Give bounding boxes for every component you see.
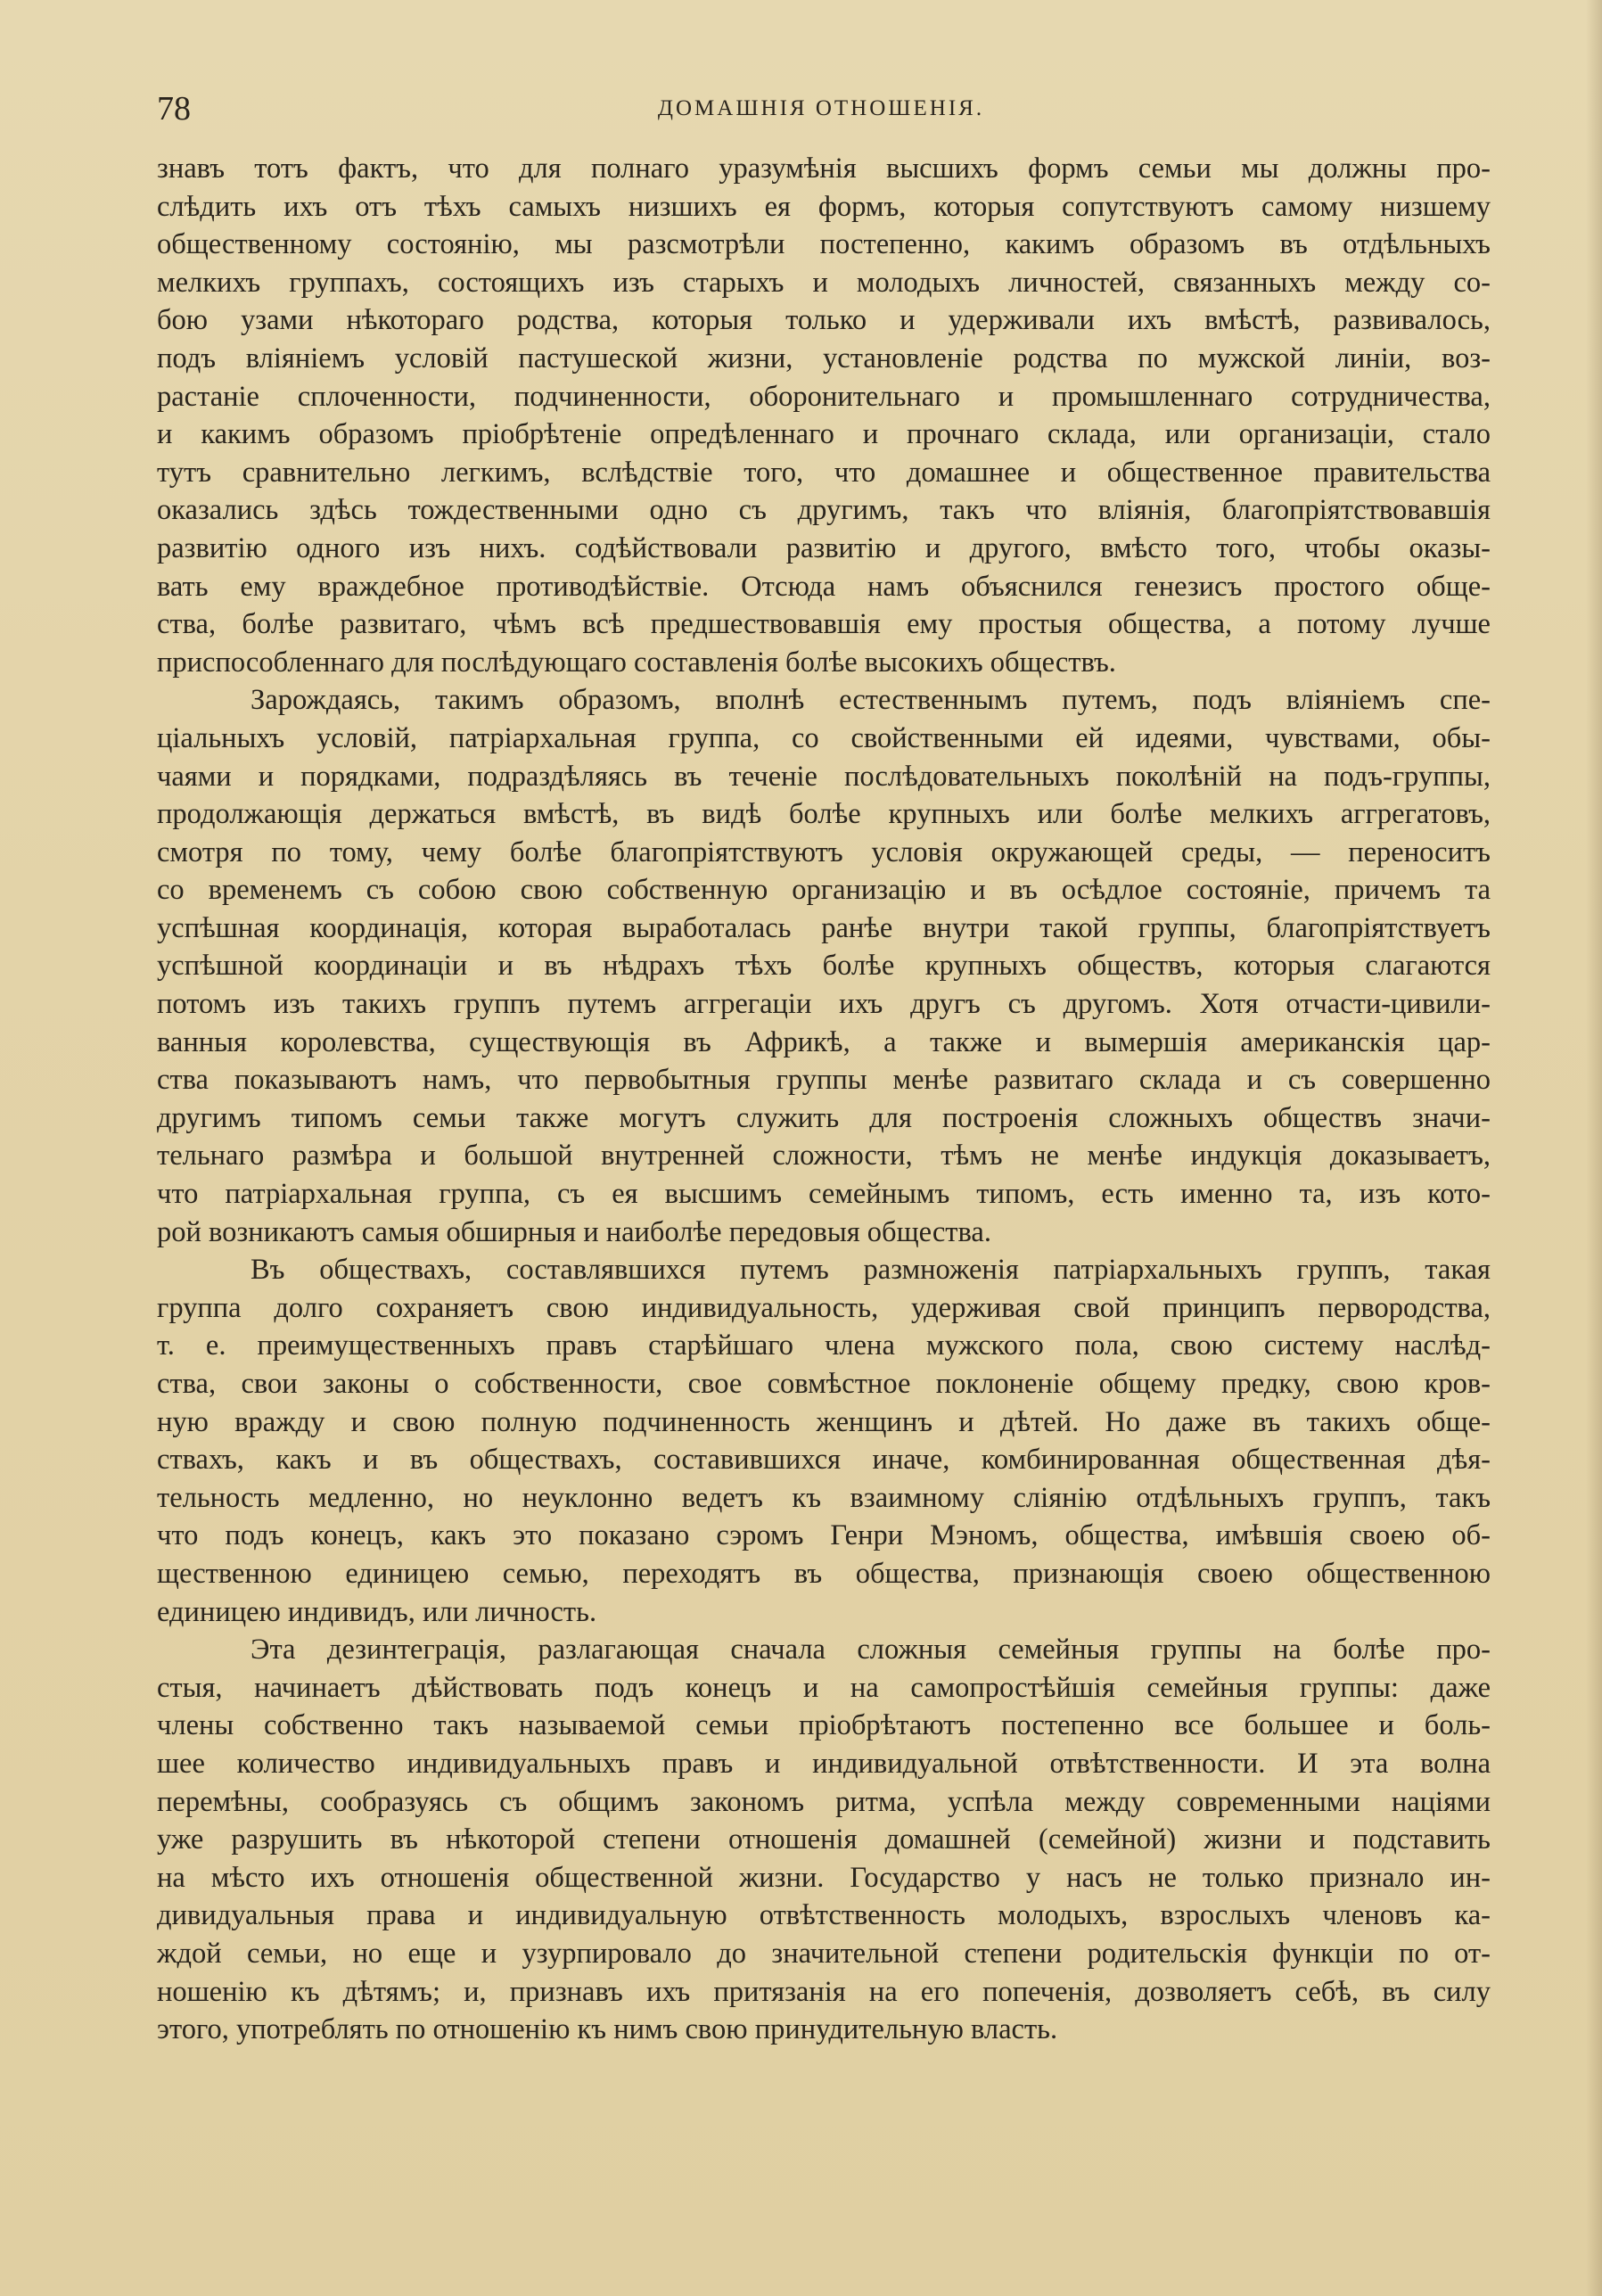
text-line: со временемъ съ собою свою собственную организацію и въ осѣдлое состояніе, причемъ та	[157, 874, 1491, 907]
text-line: приспособленнаго для послѣдующаго составленія болѣе высокихъ обществъ.	[157, 646, 1116, 679]
body-text	[157, 150, 1491, 2049]
page-header	[157, 82, 1485, 136]
text-line: чаями и порядками, подраздѣляясь въ теченіе послѣдовательныхъ поколѣній на подъ-группы,	[157, 760, 1491, 793]
text-line: продолжающія держаться вмѣстѣ, въ видѣ болѣе крупныхъ или болѣе мелкихъ аггрегатовъ,	[157, 798, 1491, 831]
text-line: мелкихъ группахъ, состоящихъ изъ старыхъ и молодыхъ личностей, связанныхъ между со-	[157, 266, 1491, 299]
text-line: смотря по тому, чему болѣе благопріятствуютъ условія окружающей среды, — переноситъ	[157, 835, 1491, 868]
text-line: что подъ конецъ, какъ это показано сэромъ Генри Мэномъ, общества, имѣвшія своею об-	[157, 1519, 1491, 1552]
text-line: уже разрушить въ нѣкоторой степени отношенія домашней (семейной) жизни и подставить	[157, 1823, 1491, 1856]
text-line: Эта дезинтеграція, разлагающая сначала сложныя семейныя группы на болѣе про-	[251, 1634, 1491, 1666]
text-line: на мѣсто ихъ отношенія общественной жизни. Государство у насъ не только признало ин-	[157, 1861, 1491, 1894]
paragraph	[157, 1251, 1491, 1631]
text-line: потомъ изъ такихъ группъ путемъ аггрегаціи ихъ другъ съ другомъ. Хотя отчасти-цивили-	[157, 988, 1491, 1021]
text-line: шее количество индивидуальныхъ правъ и индивидуальной отвѣтственности. И эта волна	[157, 1747, 1491, 1780]
text-line: успѣшная координація, которая выработалась ранѣе внутри такой группы, благопріятствуетъ	[157, 911, 1491, 944]
text-line: тельность медленно, но неуклонно ведетъ къ взаимному сліянію отдѣльныхъ группъ, такъ	[157, 1481, 1491, 1514]
text-line: общественному состоянію, мы разсмотрѣли постепенно, какимъ образомъ въ отдѣльныхъ	[157, 228, 1491, 261]
running-title: ДОМАШНІЯ ОТНОШЕНІЯ.	[657, 96, 985, 120]
paragraph	[157, 681, 1491, 1251]
text-line: ства, свои законы о собственности, свое совмѣстное поклоненіе общему предку, свою кров-	[157, 1368, 1491, 1400]
text-line: растаніе сплоченности, подчиненности, оборонительнаго и промышленнаго сотрудничества,	[157, 380, 1491, 413]
text-line: ства показываютъ намъ, что первобытныя группы менѣе развитаго склада и съ совершенно	[157, 1064, 1491, 1097]
text-line: подъ вліяніемъ условій пастушеской жизни, установленіе родства по мужской линіи, воз-	[157, 342, 1491, 374]
text-line: ствахъ, какъ и въ обществахъ, составившихся иначе, комбинированная общественная дѣя-	[157, 1444, 1491, 1477]
text-line: перемѣны, сообразуясь съ общимъ закономъ ритма, успѣла между современными націями	[157, 1785, 1491, 1818]
text-line: ванныя королевства, существующія въ Африкѣ, а также и вымершія американскія цар-	[157, 1025, 1491, 1058]
text-line: единицею индивидъ, или личность.	[157, 1595, 597, 1628]
text-line: дивидуальныя права и индивидуальную отвѣтственность молодыхъ, взрослыхъ членовъ ка-	[157, 1899, 1491, 1932]
text-line: Въ обществахъ, составлявшихся путемъ размноженія патріархальныхъ группъ, такая	[251, 1254, 1491, 1287]
text-line: вать ему враждебное противодѣйствіе. Отсюда намъ объяснился генезисъ простого обще-	[157, 570, 1491, 603]
text-line: стыя, начинаетъ дѣйствовать подъ конецъ и на самопростѣйшія семейныя группы: даже	[157, 1671, 1491, 1704]
text-line: тельнаго размѣра и большой внутренней сложности, тѣмъ не менѣе индукція доказываетъ,	[157, 1140, 1491, 1173]
text-line: т. е. преимущественныхъ правъ старѣйшаго члена мужского пола, свою систему наслѣд-	[157, 1329, 1491, 1362]
text-line: успѣшной координаціи и въ нѣдрахъ тѣхъ болѣе крупныхъ обществъ, которыя слагаются	[157, 950, 1491, 983]
text-line: группа долго сохраняетъ свою индивидуальность, удерживая свой принципъ первородства,	[157, 1291, 1491, 1324]
text-line: щественною единицею семью, переходятъ въ общества, признающія своею общественною	[157, 1557, 1491, 1590]
text-line: рой возникаютъ самыя обширныя и наиболѣе передовыя общества.	[157, 1215, 991, 1248]
paragraph	[157, 1631, 1491, 2049]
text-line: и какимъ образомъ пріобрѣтеніе опредѣленнаго и прочнаго склада, или организаціи, стало	[157, 418, 1491, 451]
text-line: ную вражду и свою полную подчиненность женщинъ и дѣтей. Но даже въ такихъ обще-	[157, 1405, 1491, 1438]
text-line: ціальныхъ условій, патріархальная группа, со свойственными ей идеями, чувствами, обы-	[157, 721, 1491, 754]
text-line: слѣдить ихъ отъ тѣхъ самыхъ низшихъ ея формъ, которыя сопутствуютъ самому низшему	[157, 190, 1491, 223]
text-line: этого, употреблять по отношенію къ нимъ свою принудительную власть.	[157, 2013, 1058, 2046]
text-line: развитію одного изъ нихъ. содѣйствовали развитію и другого, вмѣсто того, чтобы оказы-	[157, 531, 1491, 564]
text-line: ства, болѣе развитаго, чѣмъ всѣ предшествовавшія ему простыя общества, а потому лучше	[157, 608, 1491, 641]
text-line: оказались здѣсь тождественными одно съ другимъ, такъ что вліянія, благопріятствовавшія	[157, 494, 1491, 527]
page-number: 78	[157, 90, 191, 128]
text-line: ношенію къ дѣтямъ; и, признавъ ихъ притязанія на его попеченія, дозволяетъ себѣ, въ силу	[157, 1975, 1491, 2008]
text-line: знавъ тотъ фактъ, что для полнаго уразумѣнія высшихъ формъ семьи мы должны про-	[157, 152, 1491, 185]
text-line: тутъ сравнительно легкимъ, вслѣдствіе того, что домашнее и общественное правительства	[157, 456, 1491, 489]
text-line: бою узами нѣкотораго родства, которыя только и удерживали ихъ вмѣстѣ, развивалось,	[157, 304, 1491, 337]
text-line: Зарождаясь, такимъ образомъ, вполнѣ естественнымъ путемъ, подъ вліяніемъ спе-	[251, 684, 1491, 717]
paragraph	[157, 150, 1491, 681]
text-line: что патріархальная группа, съ ея высшимъ семейнымъ типомъ, есть именно та, изъ кото-	[157, 1178, 1491, 1211]
text-line: члены собственно такъ называемой семьи пріобрѣтаютъ постепенно все большее и боль-	[157, 1709, 1491, 1742]
text-line: другимъ типомъ семьи также могутъ служить для построенія сложныхъ обществъ значи-	[157, 1101, 1491, 1134]
text-line: ждой семьи, но еще и узурпировало до значительной степени родительскія функціи по от-	[157, 1937, 1491, 1970]
